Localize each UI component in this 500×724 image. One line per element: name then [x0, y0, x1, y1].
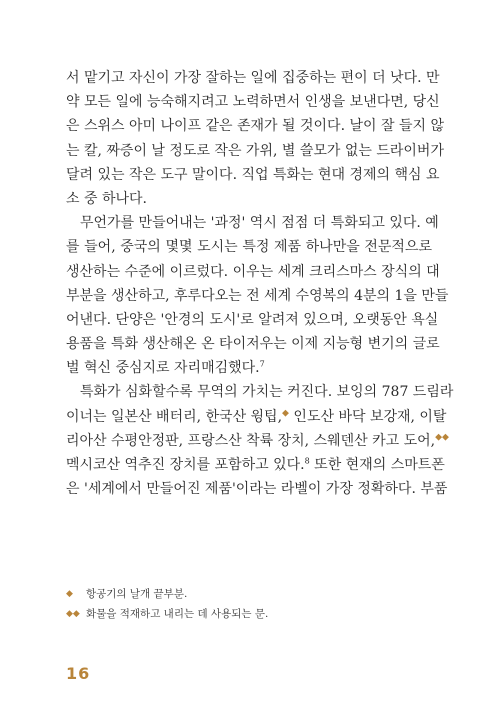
footnotes — [66, 584, 432, 624]
text-line: 은 '세계에서 만들어진 제품'이라는 라벨이 가장 정확하다. 부품 — [66, 481, 448, 498]
text-line — [66, 429, 449, 453]
footnote-marker-2: ◆◆ — [435, 432, 449, 443]
footnote-item — [66, 604, 432, 624]
text-line: 생산하는 수준에 이르렀다. 이우는 세계 크리스마스 장식의 대 — [66, 263, 440, 280]
text-line: 는 칼, 짜증이 날 정도로 작은 가위, 별 쓸모가 없는 드라이버가 — [66, 142, 444, 159]
text-line — [66, 405, 447, 429]
text-line: 서 맡기고 자신이 가장 잘하는 일에 집중하는 편이 더 낫다. 만 — [66, 70, 440, 86]
footnote-text: 화물을 적재하고 내리는 데 사용되는 문. — [86, 608, 269, 620]
text-line: 특화가 심화할수록 무역의 가치는 커진다. 보잉의 787 드림라 — [80, 384, 454, 401]
text-line: 무언가를 만들어내는 '과정' 역시 점점 더 특화되고 있다. 예 — [80, 215, 439, 232]
footnote-item — [66, 584, 432, 604]
text-line: 용품을 특화 생산해온 온 타이저우는 이제 지능형 변기의 글로 — [66, 336, 440, 353]
text-line: 를 들어, 중국의 몇몇 도시는 특정 제품 하나만을 전문적으로 — [66, 239, 432, 256]
text-line: 소 중 하나다. — [66, 190, 147, 207]
page-number: 16 — [66, 664, 91, 683]
endnote-ref-7: 7 — [259, 359, 265, 369]
text-segment: 이너는 일본산 배터리, 한국산 윙팁, — [66, 408, 283, 425]
footnote-marker-1: ◆ — [282, 407, 289, 418]
text-line: 은 스위스 아미 나이프 같은 존재가 될 것이다. 날이 잘 들지 않 — [66, 118, 444, 135]
text-segment: 벌 혁신 중심지로 자리매김했다. — [66, 360, 260, 377]
text-line — [66, 453, 445, 477]
body-text — [66, 66, 454, 501]
footnote-text: 항공기의 날개 끝부분. — [86, 588, 188, 600]
text-segment: 인도산 바닥 보강재, 이탈 — [288, 408, 447, 425]
footnote-mark: ◆◆ — [66, 609, 80, 619]
text-segment: 리아산 수평안정판, 프랑스산 착륙 장치, 스웨덴산 카고 도어, — [66, 432, 436, 449]
text-line: 부분을 생산하고, 후루다오는 전 세계 수영복의 4분의 1을 만들 — [66, 287, 449, 304]
text-line — [66, 356, 432, 380]
text-line: 약 모든 일에 능숙해지려고 노력하면서 인생을 보낸다면, 당신 — [66, 94, 440, 111]
text-line: 달려 있는 작은 도구 말이다. 직업 특화는 현대 경제의 핵심 요 — [66, 166, 440, 183]
text-segment: 또한 현재의 스마트폰 — [309, 457, 445, 473]
endnote-ref-8: 8 — [304, 456, 310, 466]
text-line: 어낸다. 단양은 '안경의 도시'로 알려져 있으며, 오랫동안 욕실 — [66, 311, 439, 328]
footnote-mark: ◆ — [66, 589, 73, 599]
text-segment: 멕시코산 역추진 장치를 포함하고 있다. — [66, 457, 305, 473]
